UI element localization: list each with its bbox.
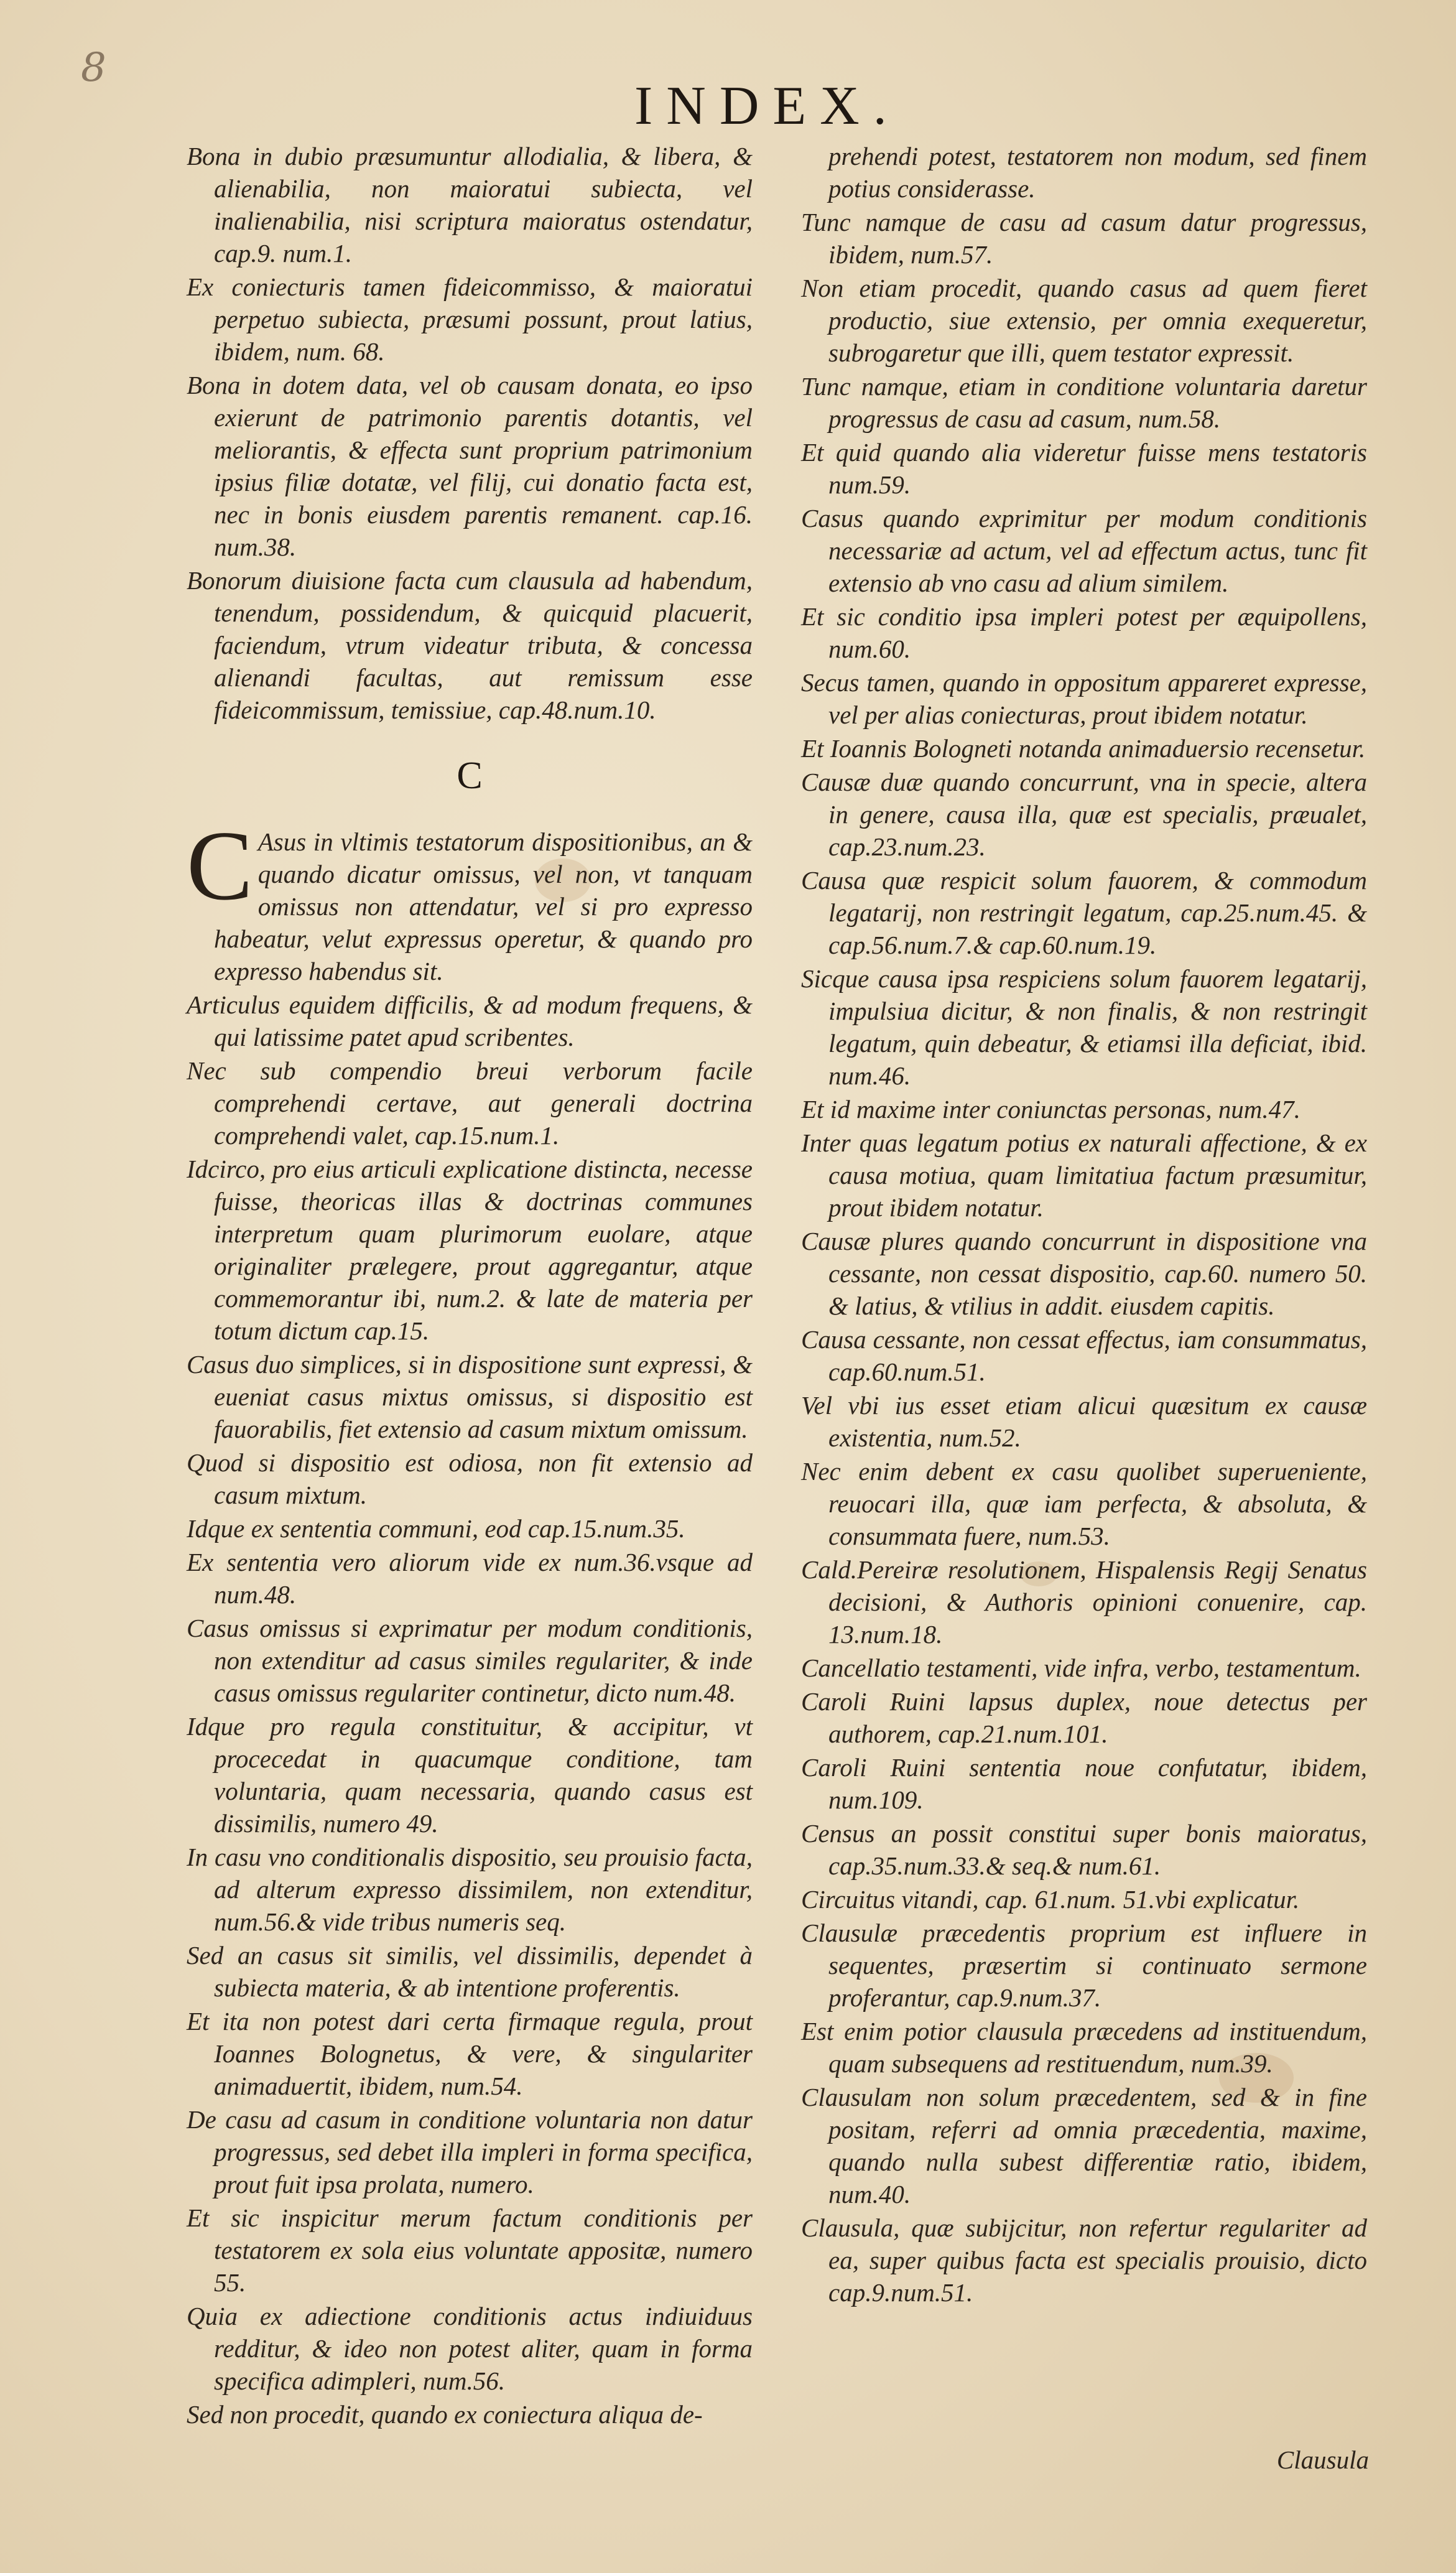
index-entry: Cancellatio testamenti, vide infra, verbo, testamentum. bbox=[801, 1654, 1361, 1682]
index-entry: Est enim potior clausula præcedens ad instituendum, quam subsequens ad restituendum, num.39. bbox=[801, 2017, 1367, 2078]
page-title: INDEX. bbox=[634, 76, 901, 136]
index-entry: Nec sub compendio breui verborum facile comprehendi certave, aut generali doctrina comprehendi valet, cap.15.num.1. bbox=[187, 1056, 753, 1150]
left-column bbox=[187, 140, 753, 2432]
index-entry: Ex coniecturis tamen fideicommisso, & maioratui perpetuo subiecta, præsumi possunt, prout latius, ibidem, num. 68. bbox=[187, 272, 753, 366]
index-entry: Sicque causa ipsa respiciens solum fauorem legatarij, impulsiua dicitur, & non finalis, & non restringit legatum, quin debeatur, & etiamsi illa deficiat, ibid. num.46. bbox=[801, 964, 1367, 1090]
index-entry: Articulus equidem difficilis, & ad modum frequens, & qui latissime patet apud scribentes. bbox=[187, 990, 753, 1051]
index-entry: De casu ad casum in conditione voluntaria non datur progressus, sed debet illa impleri in forma specifica, prout fuit ipsa prolata, numero. bbox=[187, 2105, 753, 2198]
index-entry: Et id maxime inter coniunctas personas, num.47. bbox=[801, 1095, 1301, 1124]
index-entry: Caroli Ruini lapsus duplex, noue detectus per authorem, cap.21.num.101. bbox=[801, 1687, 1367, 1748]
index-entry: Casus omissus si exprimatur per modum conditionis, non extenditur ad casus similes regulariter, & inde casus omissus regulariter continetur, dicto num.48. bbox=[187, 1614, 753, 1707]
index-entry: Secus tamen, quando in oppositum appareret expresse, vel per alias coniecturas, prout ibidem notatur. bbox=[801, 668, 1367, 729]
index-entry: Bonorum diuisione facta cum clausula ad habendum, tenendum, possidendum, & quicquid placuerit, faciendum, vtrum videatur tributa, & concessa alienandi facultas, aut remissum esse fideicommissum, temissiue, cap.48.num.10. bbox=[187, 566, 753, 724]
left-entries-before bbox=[187, 140, 753, 726]
index-entry: Causa cessante, non cessat effectus, iam consummatus, cap.60.num.51. bbox=[801, 1325, 1367, 1386]
index-entry: Clausulam non solum præcedentem, sed & in fine positam, referri ad omnia præcedentia, maxime, quando nulla subest differentiæ ratio, ibidem, num.40. bbox=[801, 2083, 1367, 2208]
continuation-entry: prehendi potest, testatorem non modum, sed finem potius considerasse. bbox=[828, 142, 1367, 203]
index-entry: Et quid quando alia videretur fuisse mens testatoris num.59. bbox=[801, 438, 1367, 499]
index-entry: Tunc namque de casu ad casum datur progressus, ibidem, num.57. bbox=[801, 208, 1367, 269]
index-entry: Circuitus vitandi, cap. 61.num. 51.vbi explicatur. bbox=[801, 1885, 1300, 1914]
index-entry: Idque pro regula constituitur, & accipitur, vt procecedat in quacumque conditione, tam voluntaria, quam necessaria, quando casus est dissimilis, numero 49. bbox=[187, 1712, 753, 1838]
index-entry: Vel vbi ius esset etiam alicui quæsitum ex causæ existentia, num.52. bbox=[801, 1391, 1367, 1452]
index-entry: Sed non procedit, quando ex coniectura aliqua de- bbox=[187, 2400, 703, 2429]
index-entry: Clausula, quæ subijcitur, non refertur regulariter ad ea, super quibus facta est specialis prouisio, dicto cap.9.num.51. bbox=[801, 2213, 1367, 2307]
index-entry: Bona in dotem data, vel ob causam donata, eo ipso exierunt de patrimonio parentis dotantis, vel meliorantis, & effecta sunt proprium patrimonium ipsius filiæ dotatæ, vel filij, cui donatio facta est, nec in bonis eiusdem parentis remanent. cap.16. num.38. bbox=[187, 371, 753, 561]
index-entry: Inter quas legatum potius ex naturali affectione, & ex causa motiua, quam limitatiua factum præsumitur, prout ibidem notatur. bbox=[801, 1128, 1367, 1222]
index-entry: Idque ex sententia communi, eod cap.15.num.35. bbox=[187, 1514, 685, 1543]
first-entry bbox=[187, 810, 753, 987]
drop-cap: C bbox=[187, 810, 253, 921]
index-entry: Non etiam procedit, quando casus ad quem fieret productio, siue extensio, per omnia exequeretur, subrogaretur que illi, quem testator expressit. bbox=[801, 274, 1367, 367]
index-entry: Et ita non potest dari certa firmaque regula, prout Ioannes Bolognetus, & vere, & singulariter animaduertit, ibidem, num.54. bbox=[187, 2007, 753, 2100]
page-corner-mark: 8 bbox=[81, 45, 106, 91]
index-entry: Cald.Pereiræ resolutionem, Hispalensis Regij Senatus decisioni, & Authoris opinioni conuenire, cap. 13.num.18. bbox=[801, 1555, 1367, 1649]
index-entry: Census an possit constitui super bonis maioratus, cap.35.num.33.& seq.& num.61. bbox=[801, 1819, 1367, 1880]
right-column bbox=[801, 140, 1367, 2310]
section-letter: C bbox=[457, 755, 483, 797]
index-entry: Quia ex adiectione conditionis actus indiuiduus redditur, & ideo non potest aliter, quam in forma specifica adimpleri, num.56. bbox=[187, 2302, 753, 2395]
index-entry: Bona in dubio præsumuntur allodialia, & libera, & alienabilia, non maioratui subiecta, vel inalienabilia, nisi scriptura maioratus ostendatur, cap.9. num.1. bbox=[187, 142, 753, 268]
index-entry: Et Ioannis Bologneti notanda animaduersio recensetur. bbox=[801, 734, 1366, 763]
index-entry: Sed an casus sit similis, vel dissimilis, dependet à subiecta materia, & ab intentione proferentis. bbox=[187, 1941, 753, 2002]
index-entry: Clausulæ præcedentis proprium est influere in sequentes, præsertim si continuato sermone proferantur, cap.9.num.37. bbox=[801, 1919, 1367, 2012]
index-entry: Casus duo simplices, si in dispositione sunt expressi, & eueniat casus mixtus omissus, si dispositio est fauorabilis, fiet extensio ad casum mixtum omissum. bbox=[187, 1350, 753, 1443]
index-entry: Et sic inspicitur merum factum conditionis per testatorem ex sola eius voluntate appositæ, numero 55. bbox=[187, 2203, 753, 2297]
left-entries-after bbox=[187, 989, 753, 2431]
index-entry: In casu vno conditionalis dispositio, seu prouisio facta, ad alterum expresso dissimilem, non extenditur, num.56.& vide tribus numeris seq. bbox=[187, 1843, 753, 1936]
index-entry: Idcirco, pro eius articuli explicatione distincta, necesse fuisse, theoricas illas & doctrinas communes interpretum quam plurimorum euolare, atque originaliter prælegere, prout aggregantur, atque commemorantur ibi, num.2. & late de materia per totum dictum cap.15. bbox=[187, 1155, 753, 1345]
right-entries bbox=[801, 206, 1367, 2309]
index-entry: Quod si dispositio est odiosa, non fit extensio ad casum mixtum. bbox=[187, 1448, 753, 1509]
index-entry: Causæ plures quando concurrunt in dispositione vna cessante, non cessat dispositio, cap.60. numero 50. & latius, & vtilius in addit. eiusdem capitis. bbox=[801, 1227, 1367, 1320]
index-entry: Casus quando exprimitur per modum conditionis necessariæ ad actum, vel ad effectum actus, tunc fit extensio ab vno casu ad alium similem. bbox=[801, 504, 1367, 597]
index-entry: Causa quæ respicit solum fauorem, & commodum legatarij, non restringit legatum, cap.25.num.45. & cap.56.num.7.& cap.60.num.19. bbox=[801, 866, 1367, 959]
first-entry-text: Asus in vltimis testatorum dispositionibus, an & quando dicatur omissus, vel non, vt tanquam omissus non attendatur, vel si pro expresso habeatur, velut expressus operetur, & quando pro expresso habendus sit. bbox=[214, 827, 753, 985]
index-entry: Caroli Ruini sententia noue confutatur, ibidem, num.109. bbox=[801, 1753, 1367, 1814]
index-entry: Nec enim debent ex casu quolibet superueniente, reuocari illa, quæ iam perfecta, & absoluta, & consummata fuere, num.53. bbox=[801, 1457, 1367, 1550]
index-entry: Et sic conditio ipsa impleri potest per æquipollens, num.60. bbox=[801, 602, 1367, 663]
index-entry: Tunc namque, etiam in conditione voluntaria daretur progressus de casu ad casum, num.58. bbox=[801, 372, 1367, 433]
catchword: Clausula bbox=[1276, 2445, 1369, 2474]
index-entry: Causæ duæ quando concurrunt, vna in specie, altera in genere, causa illa, quæ est specialis, præualet, cap.23.num.23. bbox=[801, 768, 1367, 861]
index-entry: Ex sententia vero aliorum vide ex num.36.vsque ad num.48. bbox=[187, 1548, 753, 1609]
